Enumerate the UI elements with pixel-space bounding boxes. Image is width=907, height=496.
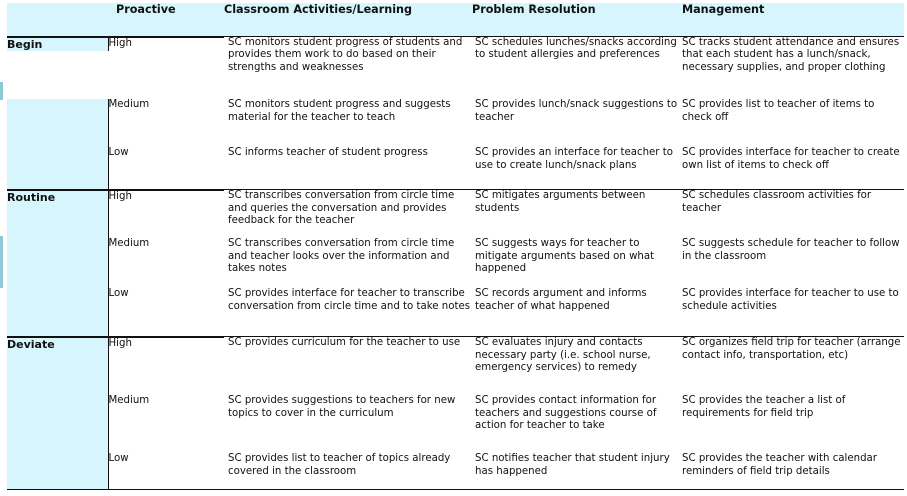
- table-row: [7, 238, 904, 288]
- management-cell: SC provides the teacher a list of requirements for field trip: [682, 395, 846, 419]
- level-label: Medium: [108, 99, 150, 110]
- management-cell: SC provides the teacher with calendar reminders of field trip details: [682, 453, 877, 477]
- proactive-levels-table: [7, 3, 904, 490]
- header-proactive: Proactive: [7, 3, 224, 36]
- header-problem: Problem Resolution: [472, 3, 682, 36]
- classroom-cell: SC transcribes conversation from circle time and teacher looks over the information and takes notes: [228, 238, 455, 275]
- classroom-cell: SC provides interface for teacher to transcribe conversation from circle time and to take notes: [228, 288, 471, 312]
- stage-routine: Routine: [7, 191, 108, 239]
- management-cell: SC suggests schedule for teacher to follow in the classroom: [682, 238, 900, 262]
- table-row: [7, 337, 904, 396]
- stage-deviate: Deviate: [7, 338, 108, 396]
- management-cell: SC tracks student attendance and ensures that each student has a lunch/snack, necessary supplies, and proper clothing: [682, 36, 904, 99]
- header-management: Management: [682, 3, 904, 36]
- table-row: [7, 147, 904, 190]
- table-row: [7, 288, 904, 337]
- management-cell: SC provides list to teacher of items to check off: [682, 99, 875, 123]
- management-cell: SC provides interface for teacher to use to schedule activities: [682, 288, 899, 312]
- classroom-cell: SC provides list to teacher of topics already covered in the classroom: [228, 453, 451, 477]
- problem-cell: SC suggests ways for teacher to mitigate arguments based on what happened: [475, 238, 655, 275]
- table-row: [7, 453, 904, 490]
- problem-cell: SC provides lunch/snack suggestions to teacher: [475, 99, 678, 123]
- level-label: Medium: [108, 395, 150, 406]
- left-edge-marker: [0, 236, 3, 288]
- level-label: High: [108, 37, 224, 51]
- management-cell: SC provides interface for teacher to create own list of items to check off: [682, 147, 900, 171]
- table-row: [7, 99, 904, 147]
- problem-cell: SC mitigates arguments between students: [472, 190, 682, 239]
- problem-cell: SC provides contact information for teachers and suggestions course of action for teacher to take: [475, 395, 657, 432]
- header-row: [7, 3, 904, 36]
- management-cell: SC schedules classroom activities for teacher: [682, 190, 904, 239]
- classroom-cell: SC transcribes conversation from circle time and queries the conversation and provides feedback for the teacher: [224, 190, 472, 239]
- classroom-cell: SC provides curriculum for the teacher to use: [224, 337, 472, 396]
- level-label: Medium: [108, 238, 150, 249]
- classroom-cell: SC informs teacher of student progress: [228, 147, 428, 158]
- level-label: High: [108, 338, 224, 396]
- left-edge-marker: [0, 82, 3, 100]
- table-row: [7, 190, 904, 239]
- classroom-cell: SC monitors student progress and suggests material for the teacher to teach: [228, 99, 451, 123]
- stage-begin: Begin: [7, 37, 108, 51]
- classroom-cell: SC monitors student progress of students and provides them work to do based on their strengths and weaknesses: [224, 36, 472, 99]
- header-classroom: Classroom Activities/Learning: [224, 3, 472, 36]
- level-label: High: [108, 191, 224, 239]
- problem-cell: SC notifies teacher that student injury has happened: [475, 453, 670, 477]
- level-label: Low: [108, 453, 129, 464]
- problem-cell: SC evaluates injury and contacts necessary party (i.e. school nurse, emergency services) to remedy: [472, 337, 682, 396]
- problem-cell: SC provides an interface for teacher to use to create lunch/snack plans: [475, 147, 673, 171]
- level-label: Low: [108, 147, 129, 158]
- problem-cell: SC records argument and informs teacher of what happened: [475, 288, 647, 312]
- classroom-cell: SC provides suggestions to teachers for new topics to cover in the curriculum: [228, 395, 456, 419]
- level-label: Low: [108, 288, 129, 299]
- management-cell: SC organizes field trip for teacher (arrange contact info, transportation, etc): [682, 337, 904, 396]
- table-row: [7, 395, 904, 453]
- table-row: [7, 36, 904, 99]
- problem-cell: SC schedules lunches/snacks according to student allergies and preferences: [472, 36, 682, 99]
